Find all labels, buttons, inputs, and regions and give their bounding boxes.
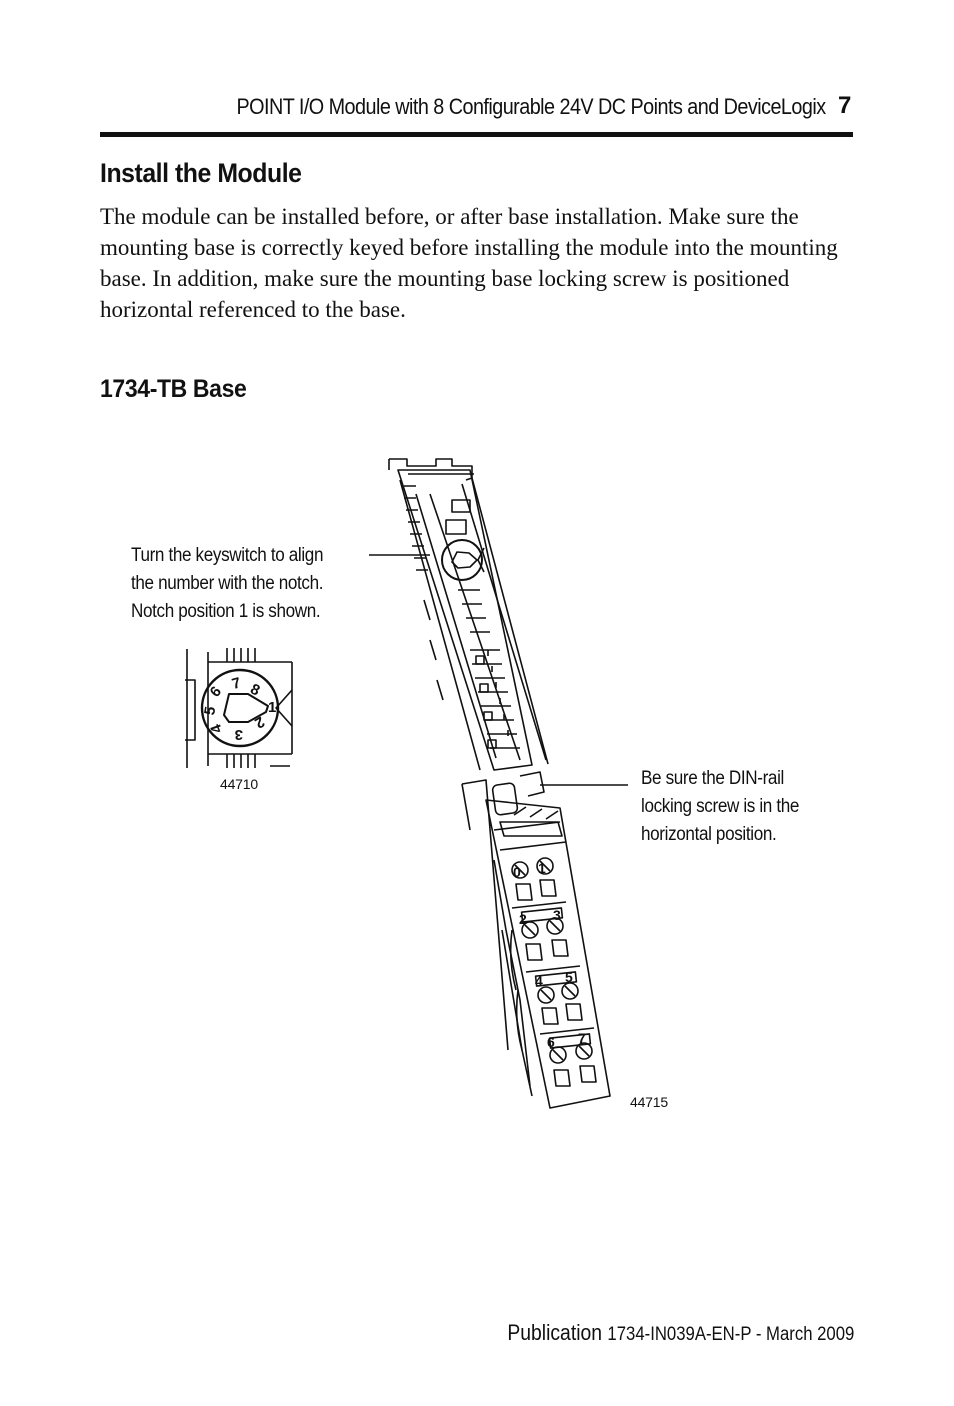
keyswitch-digit-4: 4 <box>207 721 227 736</box>
keyswitch-digit-labels <box>201 674 276 743</box>
din-rail-callout-line-1: Be sure the DIN-rail <box>641 768 784 789</box>
footer-publication <box>507 1320 854 1346</box>
keyswitch-callout-line-1: Turn the keyswitch to align <box>131 545 324 566</box>
keyswitch-digit-5: 5 <box>201 705 220 717</box>
keyswitch-digit-8: 8 <box>247 680 263 700</box>
terminal-base-body <box>389 459 610 1108</box>
terminal-number-0: 0 <box>513 864 521 880</box>
keyswitch-digit-2: 2 <box>251 712 268 732</box>
terminal-number-7: 7 <box>578 1030 586 1046</box>
din-rail-callout-line-2: locking screw is in the <box>641 796 800 817</box>
terminal-number-2: 2 <box>519 911 527 927</box>
terminal-number-5: 5 <box>565 969 573 985</box>
keyswitch-digit-6: 6 <box>206 683 226 701</box>
keyswitch-digit-3: 3 <box>234 726 243 743</box>
keyswitch-callout-line-3: Notch position 1 is shown. <box>131 601 321 622</box>
keyswitch-digit-7: 7 <box>230 674 243 693</box>
footer-publication-number: 1734-IN039A-EN-P - March 2009 <box>607 1324 854 1345</box>
keyswitch-figure-id: 44710 <box>220 776 258 792</box>
running-header-title: POINT I/O Module with 8 Configurable 24V DC Points and DeviceLogix <box>236 94 826 119</box>
page-number: 7 <box>838 92 852 119</box>
keyswitch-callout-line-2: the number with the notch. <box>131 573 324 594</box>
terminal-number-4: 4 <box>535 973 543 989</box>
keyswitch-digit-1: 1 <box>268 699 277 716</box>
terminal-number-3: 3 <box>553 907 561 923</box>
terminal-number-1: 1 <box>538 860 546 876</box>
footer-label: Publication <box>506 1320 602 1345</box>
section-heading: Install the Module <box>100 158 302 188</box>
din-rail-callout-line-3: horizontal position. <box>641 824 777 845</box>
section-paragraph: The module can be installed before, or after base installation. Make sure the mounting base is correctly keyed before installing the module into the mounting base. In addition, make sure the mounting base locking screw is positioned horizontal referenced to the base. <box>100 204 838 322</box>
terminal-number-6: 6 <box>547 1034 555 1050</box>
terminal-number-labels <box>513 860 586 1050</box>
subsection-heading: 1734-TB Base <box>100 375 247 403</box>
base-figure-id: 44715 <box>630 1094 668 1110</box>
